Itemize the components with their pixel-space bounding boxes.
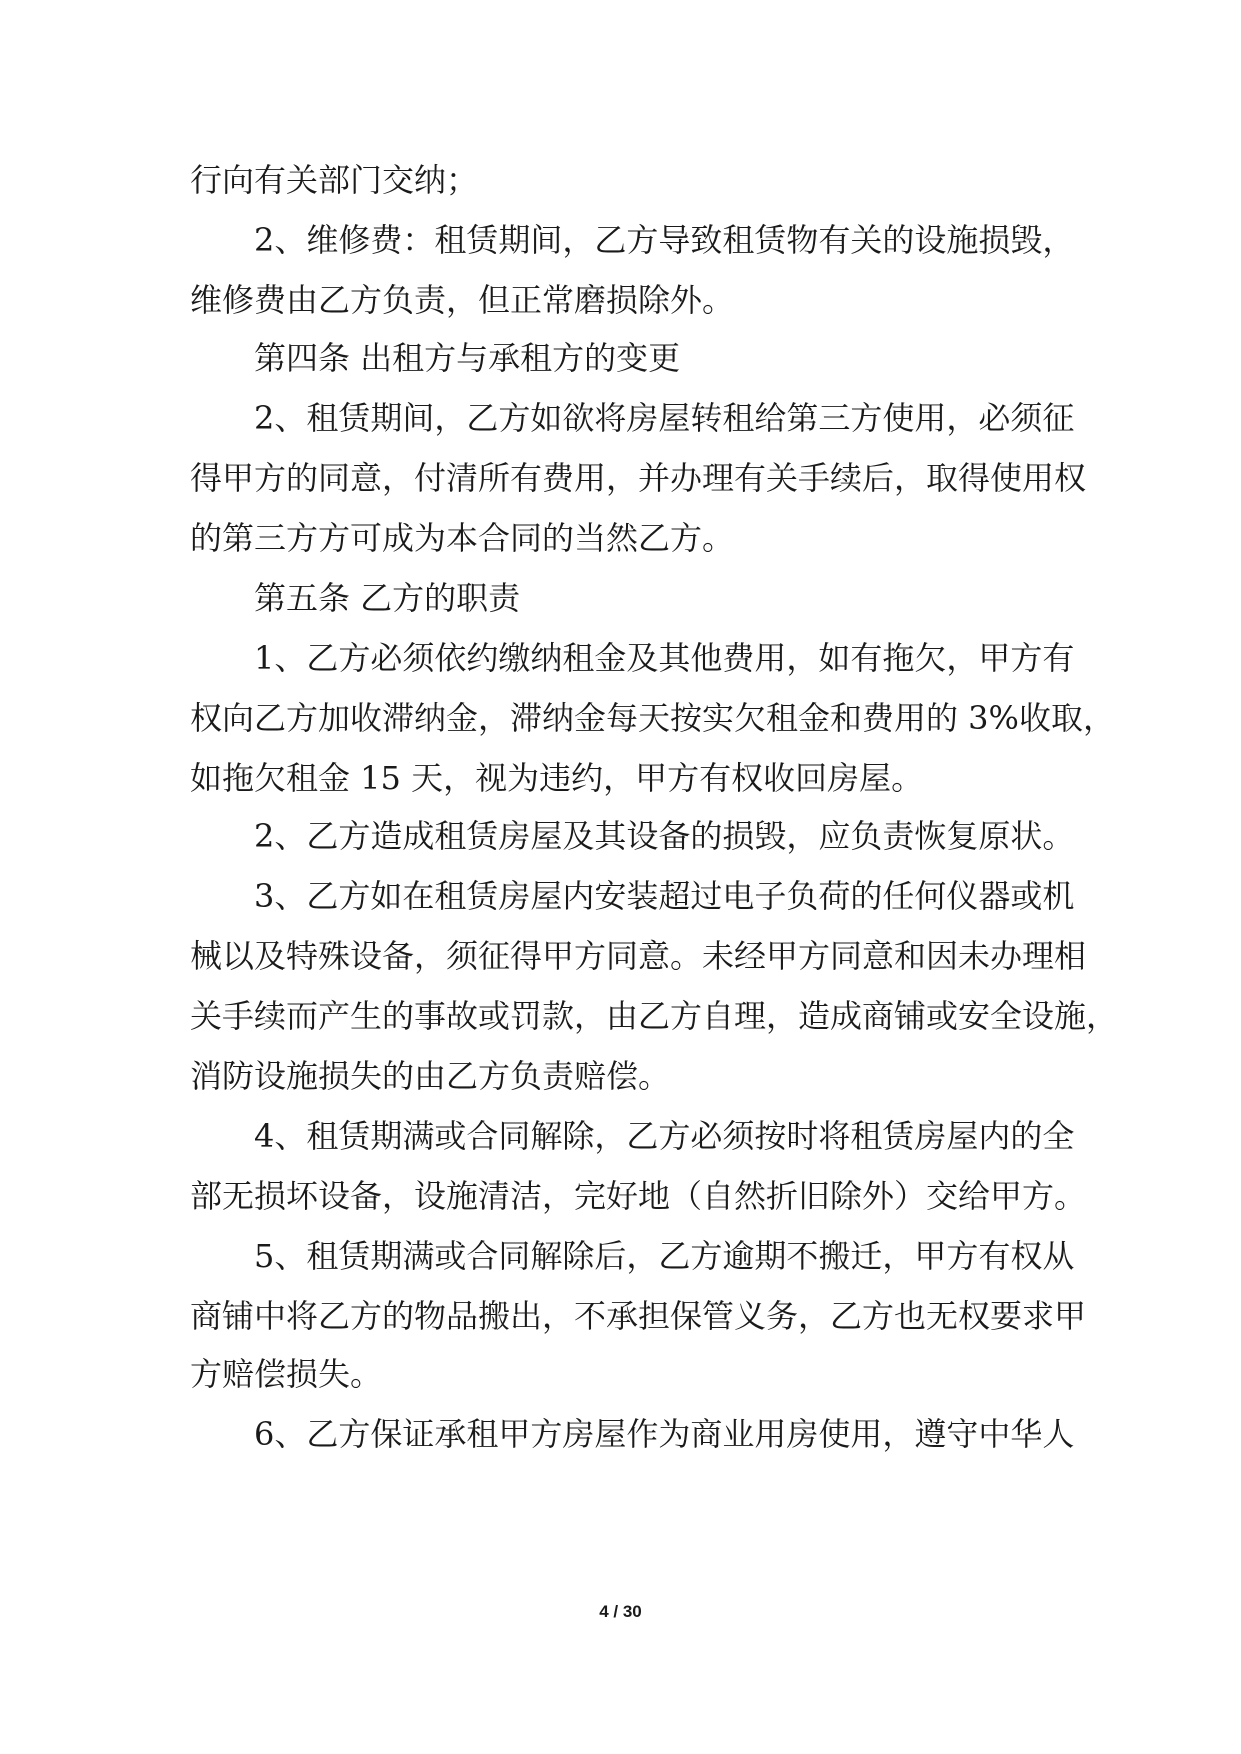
- text-line: 3、乙方如在租赁房屋内安装超过电子负荷的任何仪器或机: [254, 877, 1075, 915]
- text-line: 消防设施损失的由乙方负责赔偿。: [190, 1057, 671, 1095]
- page-number: 4 / 30: [599, 1602, 642, 1621]
- text-line: 权向乙方加收滞纳金，滞纳金每天按实欠租金和费用的 3%收取，: [190, 699, 1115, 737]
- text-line: 6、乙方保证承租甲方房屋作为商业用房使用，遵守中华人: [254, 1415, 1075, 1453]
- text-line: 维修费由乙方负责，但正常磨损除外。: [190, 281, 735, 319]
- section-heading: 第五条 乙方的职责: [254, 579, 521, 617]
- text-line: 2、维修费：租赁期间，乙方导致租赁物有关的设施损毁，: [254, 221, 1075, 259]
- text-line: 如拖欠租金 15 天，视为违约，甲方有权收回房屋。: [190, 759, 924, 797]
- text-line: 4、租赁期满或合同解除，乙方必须按时将租赁房屋内的全: [254, 1117, 1075, 1155]
- text-line: 行向有关部门交纳；: [190, 161, 479, 199]
- text-line: 部无损坏设备，设施清洁，完好地（自然折旧除外）交给甲方。: [190, 1177, 1087, 1215]
- text-line: 的第三方方可成为本合同的当然乙方。: [190, 519, 735, 557]
- text-line: 得甲方的同意，付清所有费用，并办理有关手续后，取得使用权: [190, 459, 1087, 497]
- text-line: 5、租赁期满或合同解除后，乙方逾期不搬迁，甲方有权从: [254, 1237, 1075, 1275]
- text-line: 方赔偿损失。: [190, 1355, 383, 1393]
- text-line: 械以及特殊设备，须征得甲方同意。未经甲方同意和因未办理相: [190, 937, 1087, 975]
- text-line: 1、乙方必须依约缴纳租金及其他费用，如有拖欠，甲方有: [254, 639, 1075, 677]
- text-line: 关手续而产生的事故或罚款，由乙方自理，造成商铺或安全设施，: [190, 997, 1119, 1035]
- text-line: 2、乙方造成租赁房屋及其设备的损毁，应负责恢复原状。: [254, 817, 1075, 855]
- text-line: 2、租赁期间，乙方如欲将房屋转租给第三方使用，必须征: [254, 399, 1075, 437]
- text-line: 商铺中将乙方的物品搬出，不承担保管义务，乙方也无权要求甲: [190, 1297, 1087, 1335]
- section-heading: 第四条 出租方与承租方的变更: [254, 339, 681, 377]
